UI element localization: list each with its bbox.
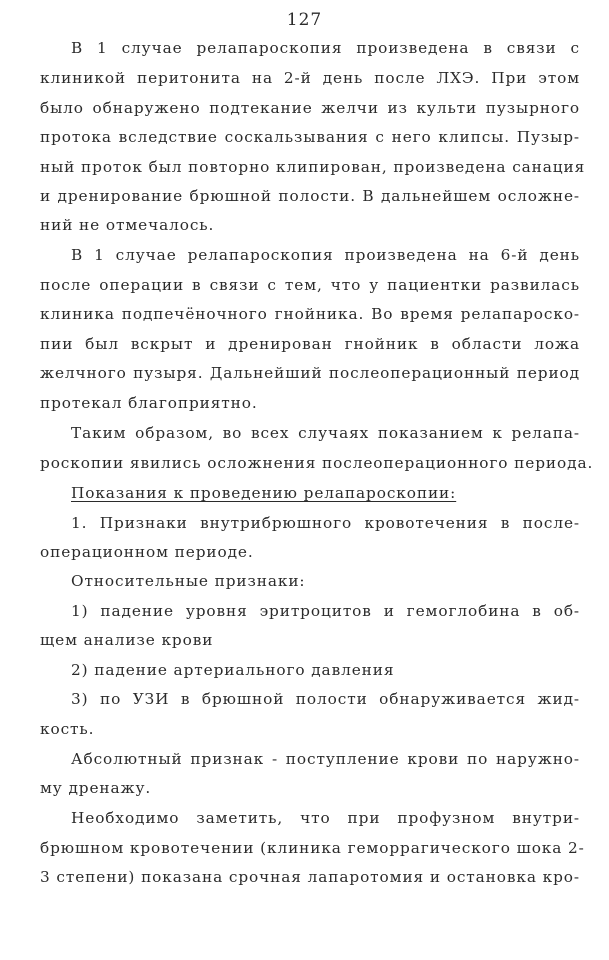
text-line: Абсолютный признак - поступление крови по наружно- — [71, 750, 580, 768]
page-number: 127 — [286, 10, 323, 30]
text-line: щем анализе крови — [40, 631, 214, 649]
text-line: Необходимо заметить, что при профузном внутри- — [71, 809, 580, 827]
text-line: Таким образом, во всех случаях показанием к релапа- — [71, 424, 580, 442]
text-line: кость. — [40, 720, 95, 738]
text-line: желчного пузыря. Дальнейший послеоперационный период — [40, 364, 580, 382]
text-line: В 1 случае релапароскопия произведена на 6-й день — [71, 246, 580, 264]
text-line: Относительные признаки: — [71, 572, 306, 590]
text-line: протока вследствие соскальзывания с него клипсы. Пузыр- — [40, 128, 580, 146]
text-line: 2) падение артериального давления — [71, 661, 395, 679]
text-line: В 1 случае релапароскопия произведена в связи с — [71, 39, 580, 57]
text-line: операционном периоде. — [40, 543, 254, 561]
section-heading: Показания к проведению релапароскопии: — [71, 484, 457, 502]
text-line: пии был вскрыт и дренирован гнойник в области ложа — [40, 335, 580, 353]
text-line: ный проток был повторно клипирован, произведена санация — [40, 158, 586, 176]
text-line: му дренажу. — [40, 779, 152, 797]
text-line: протекал благоприятно. — [40, 394, 258, 412]
text-line: и дренирование брюшной полости. В дальнейшем осложне- — [40, 187, 580, 205]
text-line: 1) падение уровня эритроцитов и гемоглобина в об- — [71, 602, 580, 620]
text-line: ний не отмечалось. — [40, 216, 215, 234]
text-line: 3) по УЗИ в брюшной полости обнаруживается жид- — [71, 690, 580, 708]
text-line: 3 степени) показана срочная лапаротомия и остановка кро- — [40, 868, 580, 886]
text-line: клиника подпечёночного гнойника. Во время релапароско- — [40, 305, 580, 323]
text-line: брюшном кровотечении (клиника геморрагического шока 2- — [40, 839, 585, 857]
text-line: роскопии явились осложнения послеоперационного периода. — [40, 454, 594, 472]
text-line: клиникой перитонита на 2-й день после ЛХЭ. При этом — [40, 69, 580, 87]
text-line: после операции в связи с тем, что у пациентки развилась — [40, 276, 580, 294]
text-line: 1. Признаки внутрибрюшного кровотечения в после- — [71, 514, 580, 532]
text-line: было обнаружено подтекание желчи из культи пузырного — [40, 99, 580, 117]
